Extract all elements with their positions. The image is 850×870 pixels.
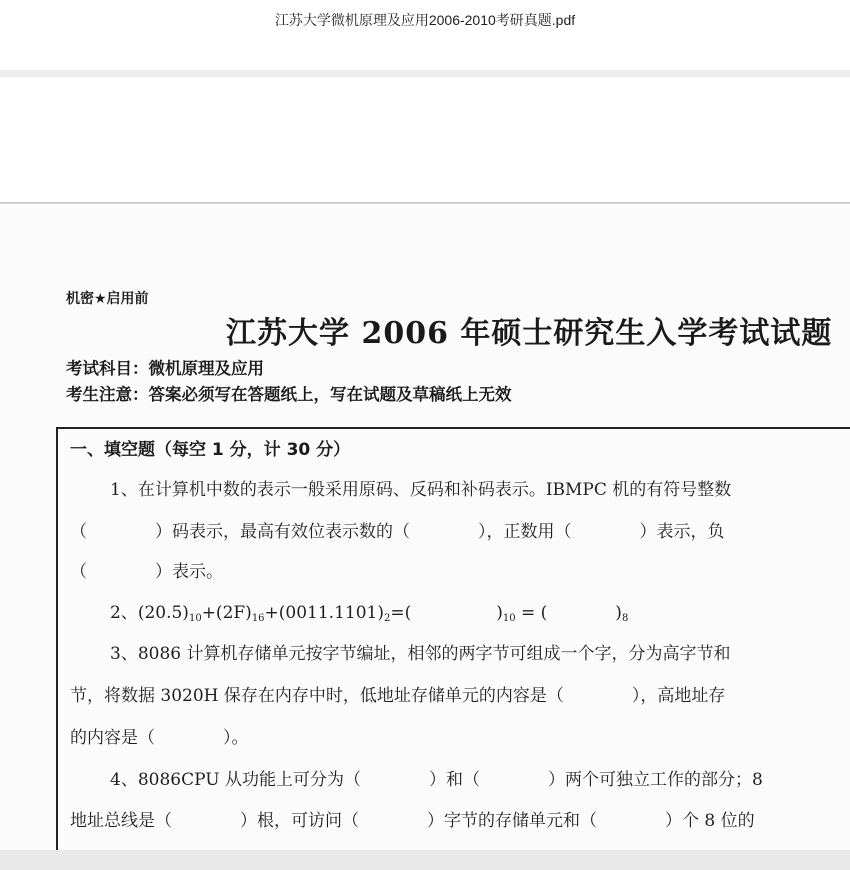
question-line: 3、8086 计算机存储单元按字节编址，相邻的两字节可组成一个字，分为高字节和 (110, 644, 731, 664)
q2-term-e: = ( ) (515, 603, 622, 623)
question-line: 的内容是（ ）。 (70, 728, 249, 748)
q2-term-b: +(2F) (201, 603, 252, 623)
q2-sub-d: 10 (502, 613, 516, 624)
secret-label: 机密★启用前 (66, 291, 149, 307)
exam-subject: 考试科目：微机原理及应用 (66, 359, 264, 378)
question-section (56, 427, 850, 850)
question-line: （ ）表示。 (70, 562, 223, 582)
pdf-page (0, 77, 850, 850)
scanned-exam-page (0, 205, 850, 850)
section-heading: 一、填空题（每空 1 分，计 30 分） (70, 440, 351, 460)
viewer-gap (0, 70, 850, 77)
q2-sub-a: 10 (188, 613, 202, 624)
q2-term-d: =( ) (390, 603, 503, 623)
q2-sub-e: 8 (621, 613, 629, 624)
question-line: 1、在计算机中数的表示一般采用原码、反码和补码表示。IBMPC 机的有符号整数 (110, 480, 732, 500)
document-title: 江苏大学微机原理及应用2006-2010考研真题.pdf (274, 12, 576, 28)
question-line-2 (110, 598, 628, 624)
page-break (0, 202, 850, 204)
q2-sub-c: 2 (384, 613, 391, 624)
question-line: 4、8086CPU 从功能上可分为（ ）和（ ）两个可独立工作的部分；8 (110, 770, 763, 790)
viewer-bottom-bar (0, 850, 850, 870)
q2-term-c: +(0011.1101) (264, 603, 384, 623)
exam-notice: 考生注意：答案必须写在答题纸上，写在试题及草稿纸上无效 (66, 385, 512, 404)
q2-prefix: 2、 (110, 603, 138, 623)
q2-term-a: (20.5) (137, 603, 189, 623)
question-line: 节，将数据 3020H 保存在内存中时，低地址存储单元的内容是（ ），高地址存 (70, 686, 726, 706)
question-line: 地址总线是（ ）根，可访问（ ）字节的存储单元和（ ）个 8 位的 (70, 811, 755, 831)
question-line: （ ）码表示，最高有效位表示数的（ ），正数用（ ）表示，负 (70, 522, 725, 542)
viewer-header (0, 0, 850, 70)
q2-sub-b: 16 (251, 613, 265, 624)
exam-title: 江苏大学 2006 年硕士研究生入学考试试题 (226, 316, 833, 351)
